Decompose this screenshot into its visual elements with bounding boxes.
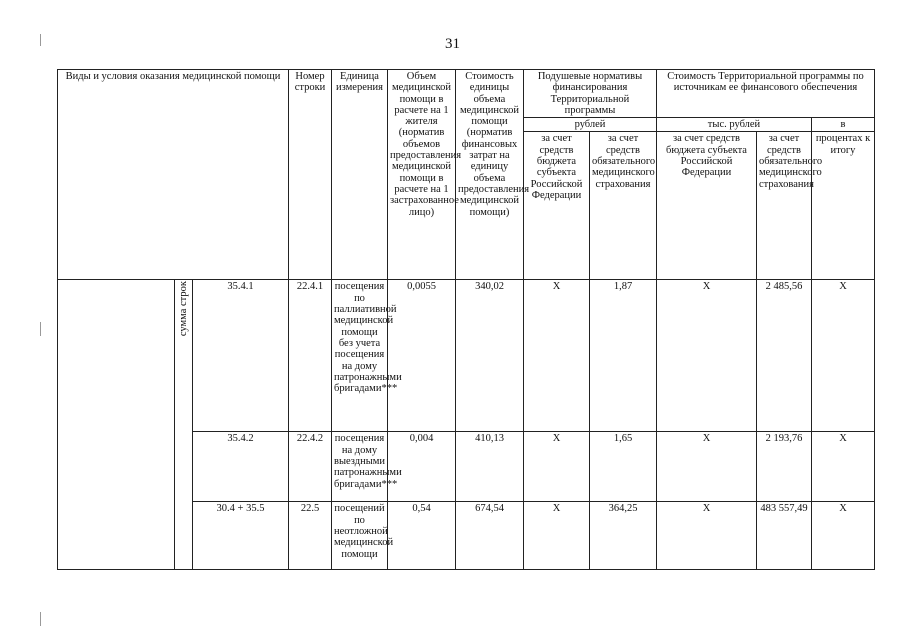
percent-cell: X xyxy=(812,432,875,502)
unit-cell: посещений по неотложной медицинской помощи xyxy=(332,502,388,570)
sum-cell: 35.4.2 xyxy=(193,432,289,502)
header-percapita-group: Подушевые нормативы финансирования Территориальной программы xyxy=(524,70,657,118)
row-number-cell: 22.4.1 xyxy=(289,280,332,432)
header-cost: Стоимость единицы объема медицинской помощи (норматив финансовых затрат на единицу объема предоставления медицинской помощи) xyxy=(456,70,524,280)
volume-cell: 0,004 xyxy=(388,432,456,502)
scan-mark-middle xyxy=(40,322,41,336)
header-row-number: Номер строки xyxy=(289,70,332,280)
territorial-oms-cell: 483 557,49 xyxy=(757,502,812,570)
table-row xyxy=(58,280,875,432)
header-percapita-budget: за счет средств бюджета субъекта Российской Федерации xyxy=(524,132,590,280)
cost-cell: 674,54 xyxy=(456,502,524,570)
header-unit-rub: рублей xyxy=(524,118,657,132)
sum-cell: 35.4.1 xyxy=(193,280,289,432)
header-percapita-oms: за счет средств обязательного медицинского страхования xyxy=(590,132,657,280)
header-percent: процентах к итогу xyxy=(812,132,875,280)
row-number-cell: 22.5 xyxy=(289,502,332,570)
unit-cell: посещения на дому выездными патронажными бригадами*** xyxy=(332,432,388,502)
header-territorial-budget: за счет средств бюджета субъекта Российской Федерации xyxy=(657,132,757,280)
header-territorial-group: Стоимость Территориальной программы по источникам ее финансового обеспечения xyxy=(657,70,875,118)
page-number: 31 xyxy=(445,36,460,52)
territorial-budget-cell: X xyxy=(657,280,757,432)
financing-table xyxy=(57,69,875,570)
percapita-oms-cell: 364,25 xyxy=(590,502,657,570)
header-territorial-oms: за счет средств обязательного медицинского страхования xyxy=(757,132,812,280)
unit-cell: посещения по паллиативной медицинской помощи без учета посещения на дому патронажными бригадами*** xyxy=(332,280,388,432)
territorial-oms-cell: 2 193,76 xyxy=(757,432,812,502)
side-label: сумма строк xyxy=(177,281,189,337)
empty-kind-cell xyxy=(58,280,175,570)
percapita-budget-cell: X xyxy=(524,280,590,432)
percapita-budget-cell: X xyxy=(524,432,590,502)
territorial-budget-cell: X xyxy=(657,432,757,502)
header-unit-thousand-rub: тыс. рублей xyxy=(657,118,812,132)
percapita-oms-cell: 1,65 xyxy=(590,432,657,502)
scan-mark-top xyxy=(40,34,41,46)
cost-cell: 340,02 xyxy=(456,280,524,432)
territorial-budget-cell: X xyxy=(657,502,757,570)
percent-cell: X xyxy=(812,502,875,570)
header-percent-head: в xyxy=(812,118,875,132)
scan-mark-bottom xyxy=(40,612,41,626)
header-unit: Единица измерения xyxy=(332,70,388,280)
row-number-cell: 22.4.2 xyxy=(289,432,332,502)
cost-cell: 410,13 xyxy=(456,432,524,502)
header-kind: Виды и условия оказания медицинской помощи xyxy=(58,70,289,280)
percapita-oms-cell: 1,87 xyxy=(590,280,657,432)
percent-cell: X xyxy=(812,280,875,432)
volume-cell: 0,0055 xyxy=(388,280,456,432)
header-volume: Объем медицинской помощи в расчете на 1 жителя (норматив объемов предоставления медицинской помощи в расчете на 1 застрахованное лицо) xyxy=(388,70,456,280)
sum-cell: 30.4 + 35.5 xyxy=(193,502,289,570)
territorial-oms-cell: 2 485,56 xyxy=(757,280,812,432)
volume-cell: 0,54 xyxy=(388,502,456,570)
side-label-cell xyxy=(175,280,193,570)
percapita-budget-cell: X xyxy=(524,502,590,570)
